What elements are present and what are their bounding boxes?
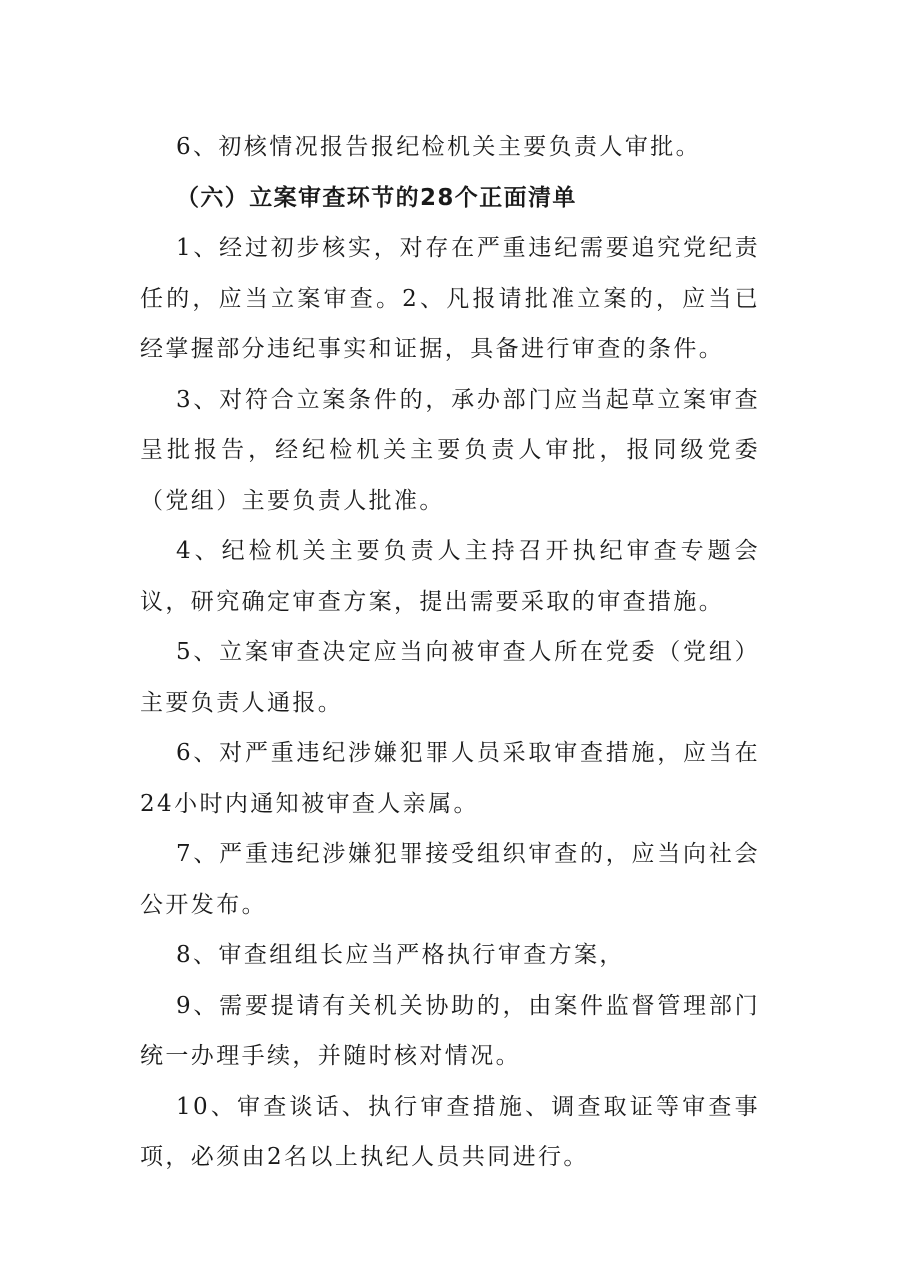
list-item-1-2: 1、经过初步核实，对存在严重违纪需要追究党纪责任的，应当立案审查。2、凡报请批准立案的，应当已经掌握部分违纪事实和证据，具备进行审查的条件。 <box>140 235 760 362</box>
section-heading: （六）立案审查环节的28个正面清单 <box>176 184 577 211</box>
list-item-8: 8、审查组组长应当严格执行审查方案， <box>176 942 625 968</box>
list-item-5: 5、立案审查决定应当向被审查人所在党委（党组）主要负责人通报。 <box>140 639 760 716</box>
list-item-6: 6、对严重违纪涉嫌犯罪人员采取审查措施，应当在24小时内通知被审查人亲属。 <box>140 740 760 817</box>
list-item-9: 9、需要提请有关机关协助的，由案件监督管理部门统一办理手续，并随时核对情况。 <box>140 992 760 1069</box>
document-body <box>140 122 760 1183</box>
list-item-3: 3、对符合立案条件的，承办部门应当起草立案审查呈批报告，经纪检机关主要负责人审批，报同级党委（党组）主要负责人批准。 <box>140 386 760 514</box>
list-item-10: 10、审查谈话、执行审查措施、调查取证等审查事项，必须由2名以上执纪人员共同进行。 <box>140 1093 760 1170</box>
list-item-7: 7、严重违纪涉嫌犯罪接受组织审查的，应当向社会公开发布。 <box>140 841 760 918</box>
list-item-4: 4、纪检机关主要负责人主持召开执纪审查专题会议，研究确定审查方案，提出需要采取的审查措施。 <box>140 538 760 615</box>
intro-item: 6、初核情况报告报纪检机关主要负责人审批。 <box>176 134 702 160</box>
